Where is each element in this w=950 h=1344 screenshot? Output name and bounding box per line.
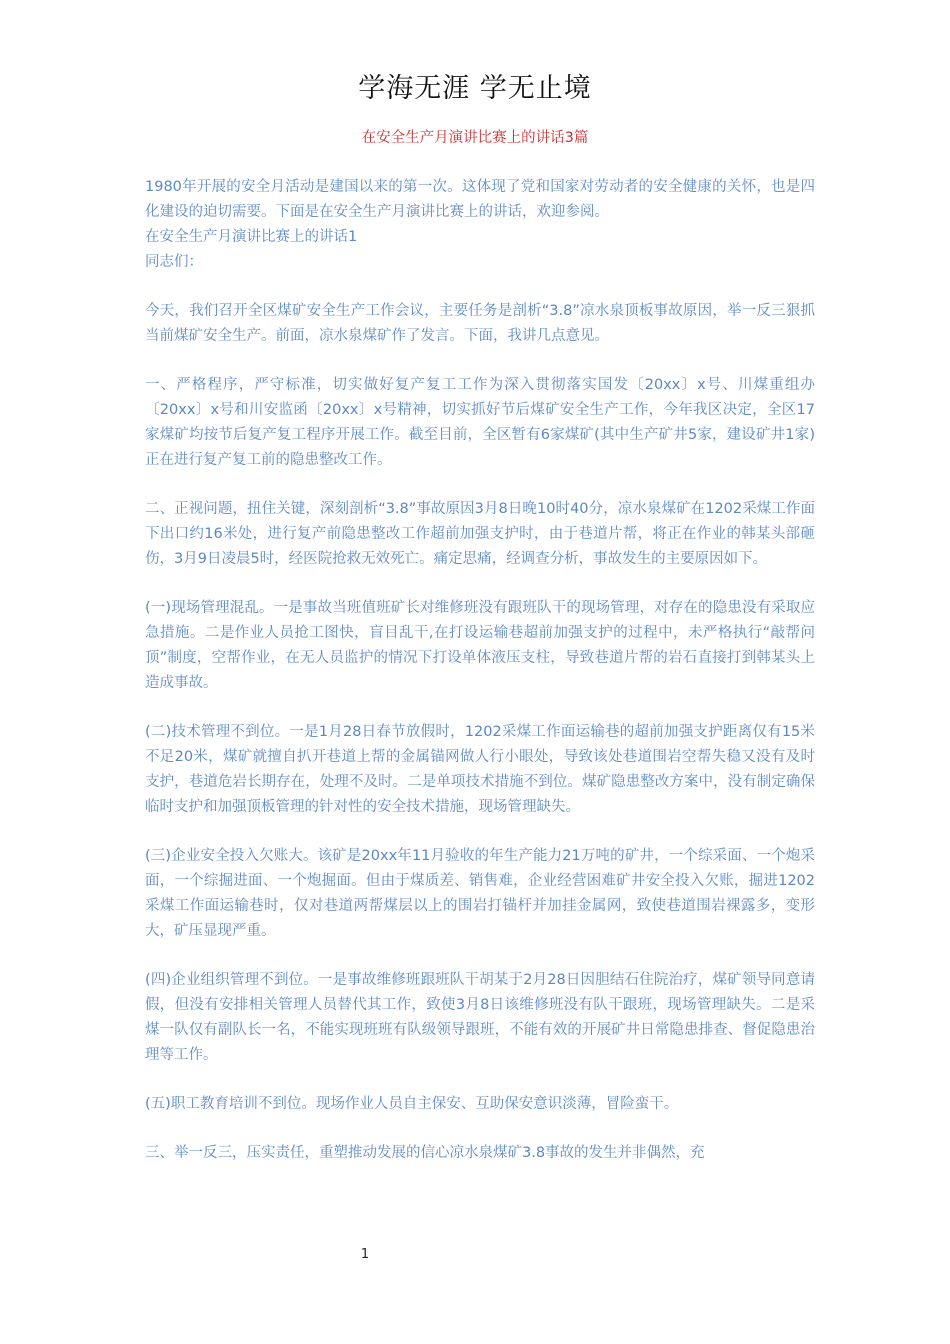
page-number: 1 <box>360 1247 370 1262</box>
document-body <box>145 175 815 1166</box>
body-paragraph: (四)企业组织管理不到位。一是事故维修班跟班队干胡某于2月28日因胆结石住院治疗，煤矿领导同意请假，但没有安排相关管理人员替代其工作，致使3月8日该维修班没有队干跟班，现场管理缺失。二是采煤一队仅有副队长一名，不能实现班班有队级领导跟班，不能有效的开展矿井日常隐患排查、督促隐患治理等工作。 <box>145 972 815 1063</box>
document-title: 在安全生产月演讲比赛上的讲话3篇 <box>361 130 589 146</box>
body-paragraph: 一、严格程序，严守标准，切实做好复产复工工作为深入贯彻落实国发〔20xx〕x号、川煤重组办〔20xx〕x号和川安监函〔20xx〕x号精神，切实抓好节后煤矿安全生产工作，今年我区决定，全区17家煤矿均按节后复产复工程序开展工作。截至目前，全区暂有6家煤矿(其中生产矿井5家，建设矿井1家)正在进行复产复工前的隐患整改工作。 <box>145 377 815 468</box>
body-paragraph: (五)职工教育培训不到位。现场作业人员自主保安、互助保安意识淡薄，冒险蛮干。 <box>145 1096 679 1112</box>
body-paragraph: 今天，我们召开全区煤矿安全生产工作会议，主要任务是剖析“3.8”凉水泉顶板事故原因，举一反三狠抓当前煤矿安全生产。前面，凉水泉煤矿作了发言。下面，我讲几点意见。 <box>145 303 815 344</box>
body-paragraph: (三)企业安全投入欠账大。该矿是20xx年11月验收的年生产能力21万吨的矿井，一个综采面、一个炮采面，一个综掘进面、一个炮掘面。但由于煤质差、销售难，企业经营困难矿井安全投入欠账，掘进1202采煤工作面运输巷时，仅对巷道两帮煤层以上的围岩打锚杆并加挂金属网，致使巷道围岩裸露多，变形大，矿压显现严重。 <box>145 848 815 939</box>
intro-paragraph: 1980年开展的安全月活动是建国以来的第一次。这体现了党和国家对劳动者的安全健康的关怀，也是四化建设的迫切需要。下面是在安全生产月演讲比赛上的讲话，欢迎参阅。 <box>145 179 815 220</box>
body-paragraph: (一)现场管理混乱。一是事故当班值班矿长对维修班没有跟班队干的现场管理，对存在的隐患没有采取应急措施。二是作业人员抢工图快，盲目乱干,在打设运输巷超前加强支护的过程中，未严格执行“敲帮问顶”制度，空帮作业，在无人员监护的情况下打设单体液压支柱，导致巷道片帮的岩石直接打到韩某头上造成事故。 <box>145 600 815 691</box>
body-paragraph: 三、举一反三，压实责任，重塑推动发展的信心凉水泉煤矿3.8事故的发生并非偶然，充 <box>145 1145 705 1161</box>
body-paragraph: (二)技术管理不到位。一是1月28日春节放假时，1202采煤工作面运输巷的超前加强支护距离仅有15米不足20米，煤矿就擅自扒开巷道上帮的金属锚网做人行小眼处，导致该处巷道围岩空帮失稳又没有及时支护，巷道危岩长期存在，处理不及时。二是单项技术措施不到位。煤矿隐患整改方案中，没有制定确保临时支护和加强顶板管理的针对性的安全技术措施，现场管理缺失。 <box>145 724 815 815</box>
body-paragraph: 二、正视问题，扭住关键，深刻剖析“3.8”事故原因3月8日晚10时40分，凉水泉煤矿在1202采煤工作面下出口约16米处，进行复产前隐患整改工作超前加强支护时，由于巷道片帮，将正在作业的韩某头部砸伤，3月9日凌晨5时，经医院抢救无效死亡。痛定思痛，经调查分析，事故发生的主要原因如下。 <box>145 501 815 567</box>
header-motto: 学海无涯 学无止境 <box>358 73 592 104</box>
salutation: 同志们： <box>145 254 203 270</box>
section-heading: 在安全生产月演讲比赛上的讲话1 <box>145 229 358 245</box>
